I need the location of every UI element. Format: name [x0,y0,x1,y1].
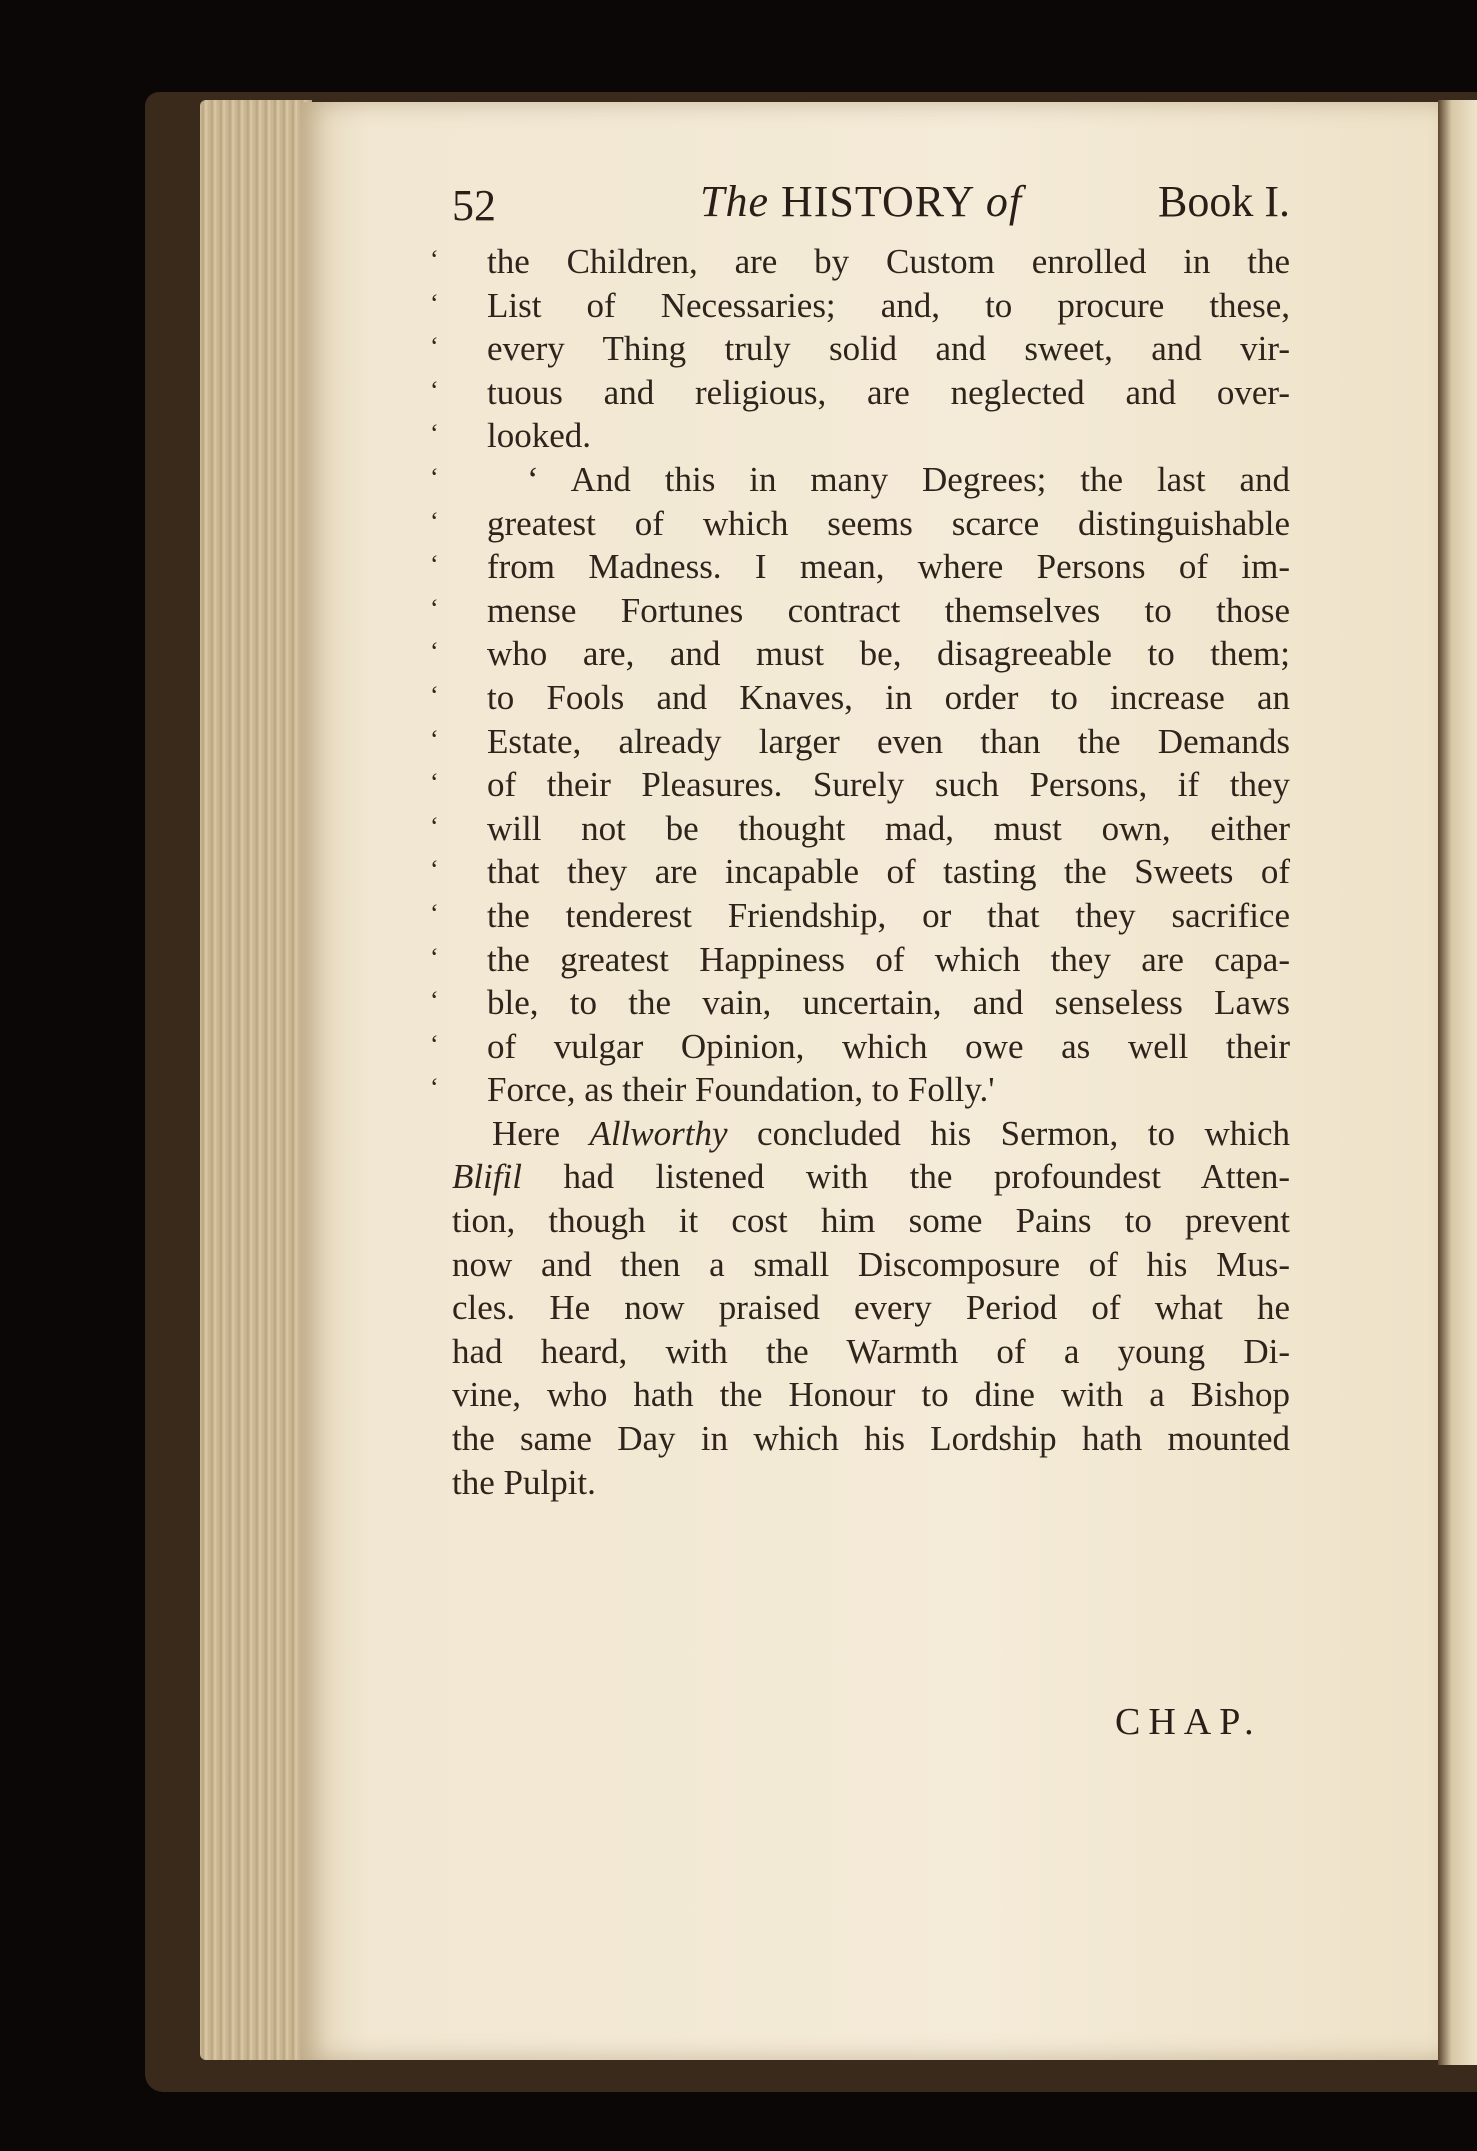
page-edges [200,100,312,2060]
quote-mark: ‘ [430,1073,439,1103]
line-text: ‘ And this in many Degrees; the last and [527,459,1290,499]
text-line: the Pulpit. [452,1462,596,1502]
quote-mark: ‘ [430,768,439,798]
text-line [430,676,1290,720]
quote-mark: ‘ [430,462,439,492]
line-text: the greatest Happiness of which they are capa- [487,939,1290,979]
line-text: Force, as their Foundation, to Folly.' [487,1070,995,1110]
quote-mark: ‘ [430,288,439,318]
line-text: who are, and must be, disagreeable to them; [487,634,1290,674]
line-text: the tenderest Friendship, or that they sacrifice [487,895,1290,935]
text-line [430,632,1290,676]
facing-page-edge [1438,100,1477,2065]
line-text: that they are incapable of tasting the Sweets of [487,852,1290,892]
line-text: greatest of which seems scarce distinguishable [487,503,1290,543]
text-line: Blifil had listened with the profoundest Atten- [452,1157,1291,1197]
text-line: Here Allworthy concluded his Sermon, to which [492,1113,1291,1153]
text-line: had heard, with the Warmth of a young Di- [452,1331,1290,1371]
quote-mark: ‘ [430,506,439,536]
running-title: The HISTORY of [700,177,1023,226]
quote-mark: ‘ [430,375,439,405]
running-header [452,176,1290,246]
text-line [430,720,1290,764]
quote-mark: ‘ [430,245,439,274]
text-line [430,938,1290,982]
line-text: the Children, are by Custom enrolled in the [487,242,1290,281]
text-line [430,1025,1290,1069]
text-line: vine, who hath the Honour to dine with a Bishop [452,1375,1290,1415]
text-line [430,284,1290,328]
quoted-passage [430,240,1290,1112]
book-label: Book I. [1158,177,1290,226]
quote-mark: ‘ [430,1029,439,1059]
opening-quote: ‘ [527,459,539,499]
quote-mark: ‘ [430,898,439,928]
line-text: mense Fortunes contract themselves to those [487,590,1290,630]
text-line [430,1068,1290,1112]
text-line: the same Day in which his Lordship hath mounted [452,1419,1290,1459]
line-text: looked. [487,416,592,456]
text-line [430,894,1290,938]
text-line [430,545,1290,589]
text-line [430,414,1290,458]
text-line: cles. He now praised every Period of what he [452,1288,1290,1328]
line-text: from Madness. I mean, where Persons of im- [487,547,1290,587]
text-line: now and then a small Discomposure of his Mus- [452,1244,1290,1284]
quote-mark: ‘ [430,724,439,754]
catchword: CHAP. [1115,1701,1262,1743]
quote-mark: ‘ [430,680,439,710]
line-text: will not be thought mad, must own, either [487,808,1290,848]
body-passage [452,1199,1290,1504]
text-line [430,807,1290,851]
quote-mark: ‘ [430,419,439,449]
quote-mark: ‘ [430,986,439,1016]
text-line: tion, though it cost him some Pains to prevent [452,1201,1290,1241]
quote-mark: ‘ [430,593,439,623]
quote-mark: ‘ [430,332,439,362]
text-line [430,458,1290,502]
quote-mark: ‘ [430,855,439,885]
text-line [430,502,1290,546]
text-line [430,850,1290,894]
line-text: List of Necessaries; and, to procure these, [487,285,1290,325]
quote-mark: ‘ [430,637,439,667]
line-text: tuous and religious, are neglected and over- [487,372,1290,412]
text-block [430,240,1291,1504]
text-line [430,763,1290,807]
line-text: to Fools and Knaves, in order to increase an [487,677,1290,717]
text-line [430,981,1290,1025]
line-text: of vulgar Opinion, which owe as well their [487,1026,1290,1066]
line-text: Estate, already larger even than the Demands [487,721,1290,761]
text-line [430,240,1290,284]
text-line [430,589,1290,633]
quote-mark: ‘ [430,550,439,580]
page-number: 52 [452,181,496,230]
text-line [430,327,1290,371]
text-line [430,371,1290,415]
line-text: every Thing truly solid and sweet, and vir- [487,329,1290,369]
line-text: ble, to the vain, uncertain, and senseless Laws [487,983,1290,1023]
quote-mark: ‘ [430,942,439,972]
quote-mark: ‘ [430,811,439,841]
line-text: of their Pleasures. Surely such Persons, if they [487,765,1290,805]
